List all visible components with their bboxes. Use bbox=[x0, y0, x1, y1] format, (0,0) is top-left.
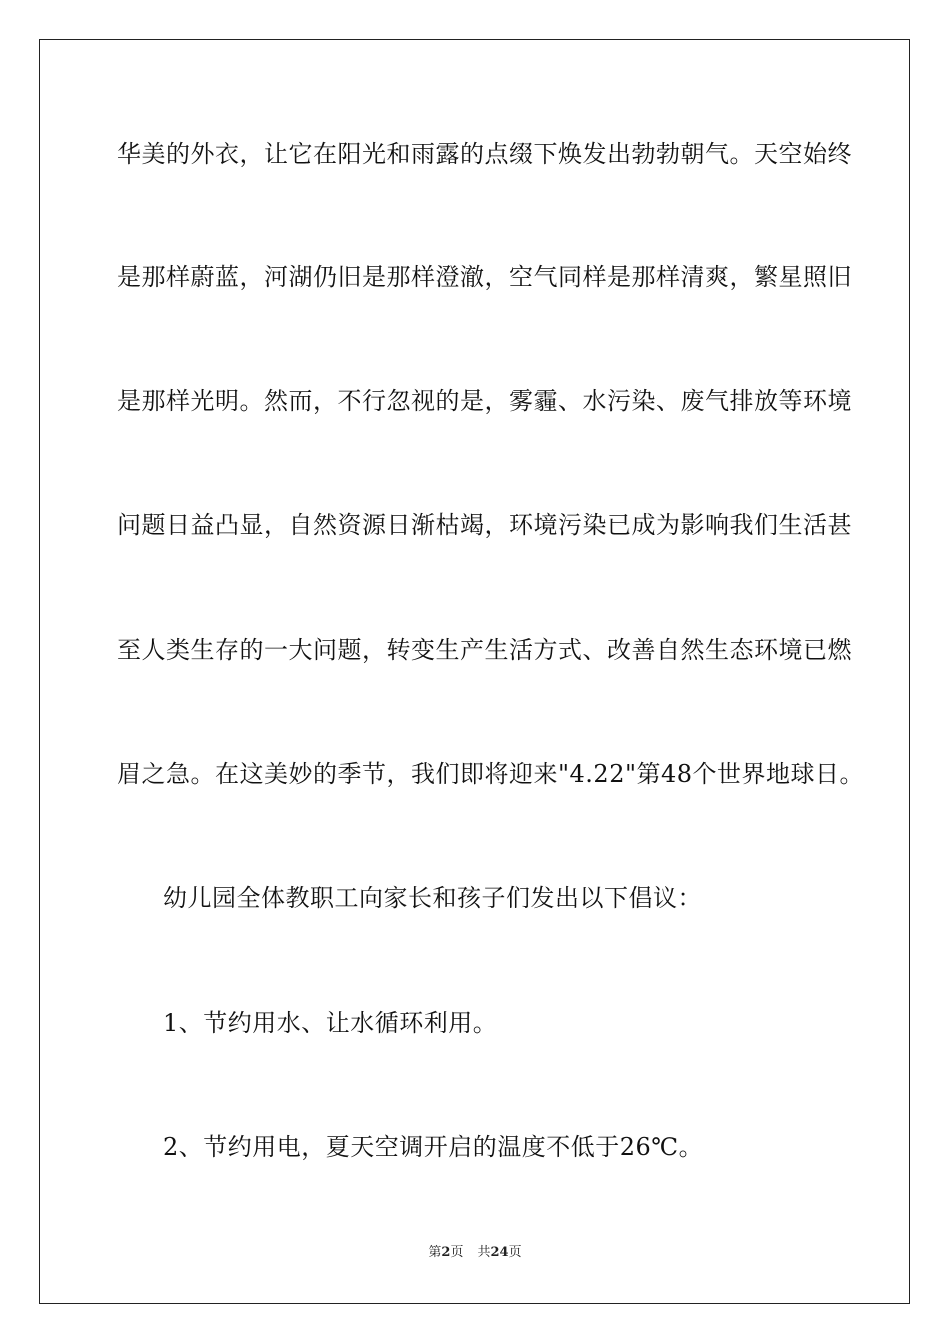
paragraph-line-1: 华美的外衣，让它在阳光和雨露的点缀下焕发出勃勃朝气。天空始终 bbox=[117, 140, 852, 168]
paragraph-line-3: 是那样光明。然而，不行忽视的是，雾霾、水污染、废气排放等环境 bbox=[117, 387, 852, 415]
paragraph-line-6: 眉之急。在这美妙的季节，我们即将迎来"4.22"第48个世界地球日。 bbox=[117, 760, 865, 788]
page-footer bbox=[0, 1244, 950, 1262]
page-total: 24 bbox=[490, 1245, 509, 1260]
page-frame bbox=[39, 39, 910, 1304]
paragraph-line-4: 问题日益凸显，自然资源日渐枯竭，环境污染已成为影响我们生活甚 bbox=[117, 511, 852, 539]
page-prefix: 第 bbox=[428, 1245, 442, 1260]
page-current: 2 bbox=[441, 1245, 451, 1260]
intro-line: 幼儿园全体教职工向家长和孩子们发出以下倡议： bbox=[163, 884, 702, 912]
list-item: 2、节约用电，夏天空调开启的温度不低于26℃。 bbox=[163, 1133, 704, 1161]
paragraph-line-2: 是那样蔚蓝，河湖仍旧是那样澄澈，空气同样是那样清爽，繁星照旧 bbox=[117, 263, 852, 291]
list-item: 1、节约用水、让水循环利用。 bbox=[163, 1009, 498, 1037]
total-suffix: 页 bbox=[508, 1245, 522, 1260]
page-suffix: 页 bbox=[450, 1245, 464, 1260]
total-prefix: 共 bbox=[477, 1245, 491, 1260]
paragraph-line-5: 至人类生存的一大问题，转变生产生活方式、改善自然生态环境已燃 bbox=[117, 636, 852, 664]
